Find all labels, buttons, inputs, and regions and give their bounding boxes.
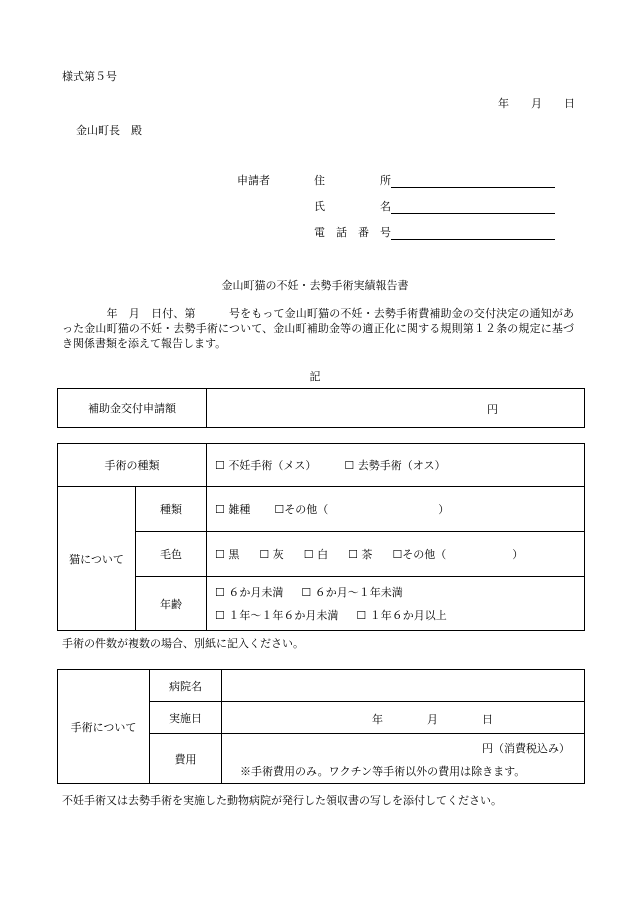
color-option-brown[interactable]: ☐ 茶: [348, 548, 373, 561]
breed-label: 種類: [136, 487, 207, 532]
phone-field[interactable]: [391, 227, 555, 240]
phone-label: 電 話 番 号: [314, 226, 391, 239]
form-number: 様式第５号: [62, 70, 117, 83]
age-option-over-18m[interactable]: ☐ １年６か月以上: [356, 608, 447, 622]
date-field[interactable]: [222, 702, 585, 734]
color-option-black[interactable]: ☐ 黒: [215, 548, 240, 561]
document-title: 金山町猫の不妊・去勢手術実績報告書: [221, 279, 409, 292]
color-option-other[interactable]: ☐その他（ ）: [392, 548, 524, 561]
ki-label: 記: [309, 370, 321, 383]
subsidy-amount-field[interactable]: [207, 389, 585, 428]
age-option-6m-1y[interactable]: ☐ ６か月～１年未満: [301, 585, 403, 599]
subsidy-table: [57, 388, 585, 428]
address-row[interactable]: [314, 172, 555, 188]
color-options: [207, 532, 585, 577]
cat-info-table: [57, 443, 585, 631]
age-option-under-6m[interactable]: ☐ ６か月未満: [215, 585, 284, 599]
date-label: 実施日: [150, 702, 222, 734]
name-row[interactable]: [314, 198, 555, 214]
note-receipt: 不妊手術又は去勢手術を実施した動物病院が発行した領収書の写しを添付してください。: [62, 794, 502, 807]
address-field[interactable]: [391, 175, 555, 188]
hospital-label: 病院名: [150, 670, 222, 702]
cost-field[interactable]: [222, 734, 585, 784]
age-options: [207, 577, 585, 631]
phone-row[interactable]: [314, 224, 555, 240]
address-label: 住 所: [314, 174, 391, 187]
breed-option-mixed[interactable]: ☐ 雑種: [215, 503, 251, 516]
color-option-gray[interactable]: ☐ 灰: [259, 548, 284, 561]
name-label: 氏 名: [314, 200, 391, 213]
surgery-label: 手術について: [58, 670, 150, 784]
surgery-option-neuter[interactable]: ☐ 去勢手術（オス）: [344, 459, 446, 472]
breed-options: [207, 487, 585, 532]
color-label: 毛色: [136, 532, 207, 577]
surgery-type-label: 手術の種類: [58, 444, 207, 487]
date-value: 年 月 日: [372, 713, 493, 726]
surgery-option-spay[interactable]: ☐ 不妊手術（メス）: [215, 459, 317, 472]
date-line: 年 月 日: [498, 97, 575, 110]
name-field[interactable]: [391, 201, 555, 214]
cost-label: 費用: [150, 734, 222, 784]
note-multiple-surgeries: 手術の件数が複数の場合、別紙に記入ください。: [62, 637, 304, 650]
subsidy-unit: 円: [487, 403, 498, 416]
cost-unit: 円（消費税込み）: [482, 742, 570, 755]
cat-label: 猫について: [58, 487, 136, 631]
surgery-type-options: [207, 444, 585, 487]
age-option-1y-18m[interactable]: ☐ １年～１年６か月未満: [215, 608, 339, 622]
body-paragraph: 年 月 日付、第 号をもって金山町猫の不妊・去勢手術費補助金の交付決定の通知があった金山町猫の不妊・去勢手術について、金山町補助金等の適正化に関する規則第１２条の規定に基づき関係書類を添えて報告します。: [62, 307, 574, 350]
applicant-label: 申請者: [237, 174, 270, 187]
age-label: 年齢: [136, 577, 207, 631]
color-option-white[interactable]: ☐ 白: [303, 548, 329, 561]
subsidy-label: 補助金交付申請額: [58, 389, 207, 428]
cost-note: ※手術費用のみ。ワクチン等手術以外の費用は除きます。: [240, 765, 526, 778]
breed-option-other[interactable]: ☐その他（ ）: [274, 503, 450, 516]
surgery-table: [57, 669, 585, 784]
hospital-field[interactable]: [222, 670, 585, 702]
addressee: 金山町長 殿: [76, 124, 142, 137]
